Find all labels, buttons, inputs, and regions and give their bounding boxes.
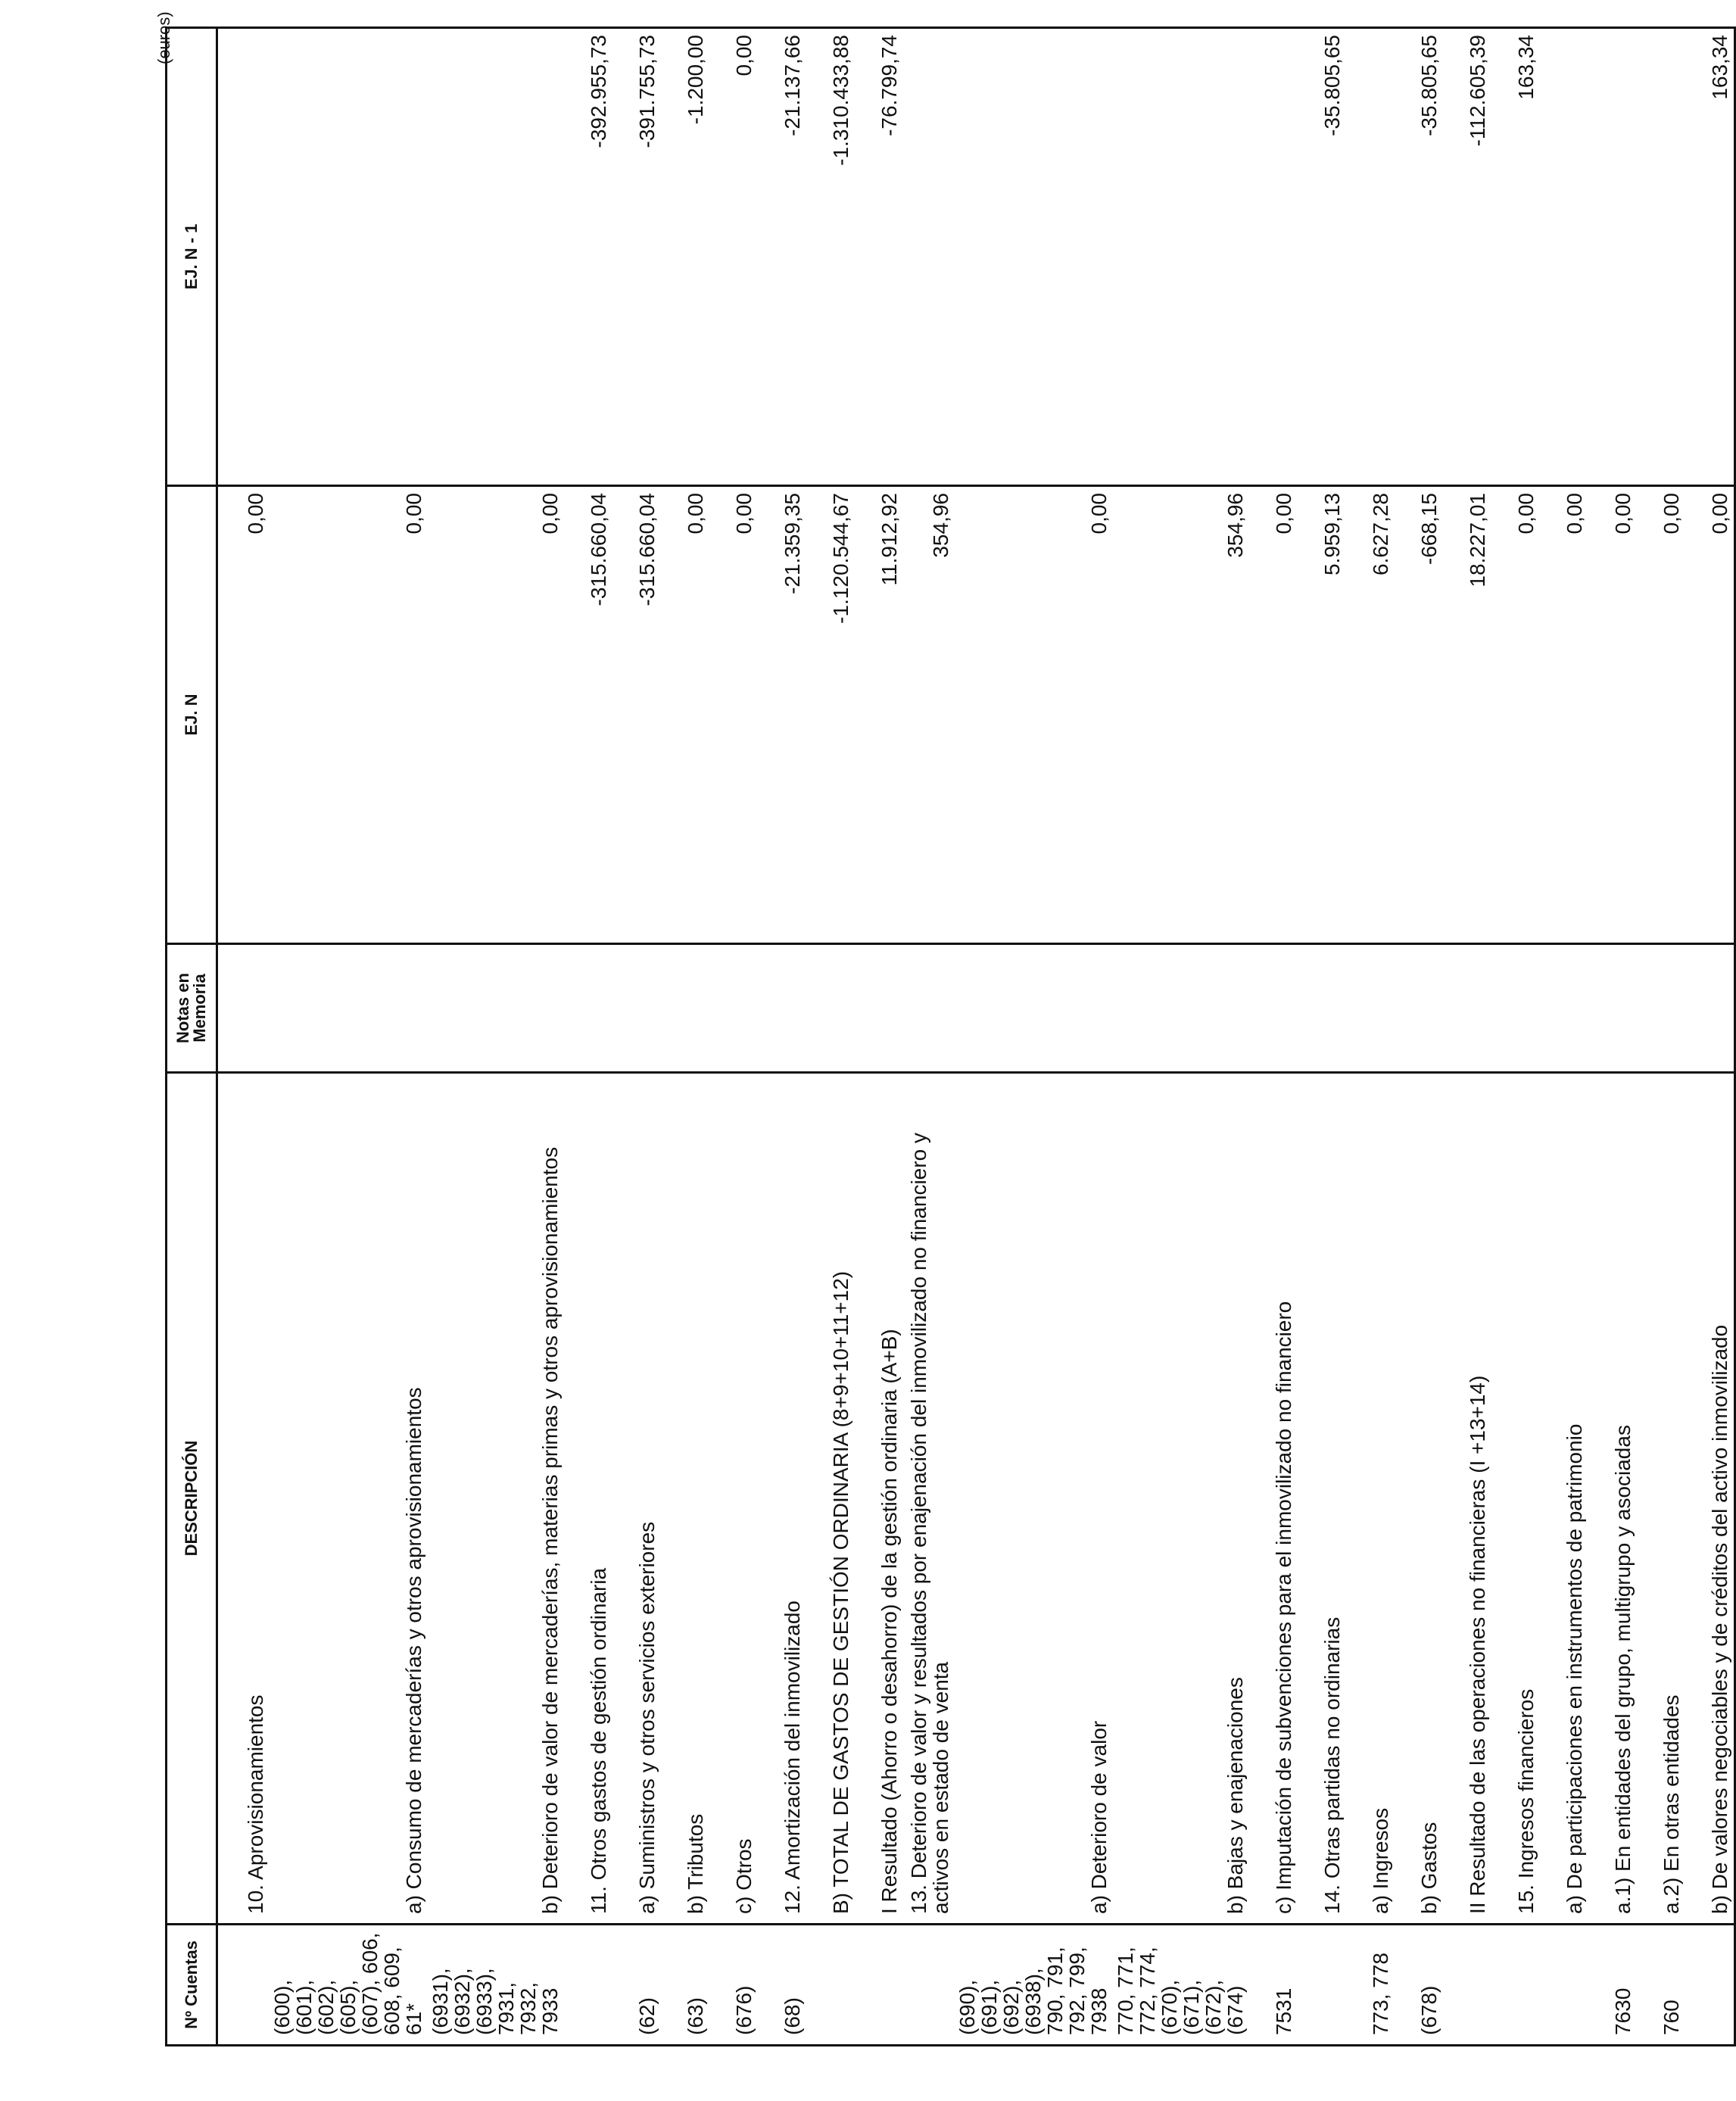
notes-cell: [903, 944, 955, 1073]
ej-n-cell: -668,15: [1395, 486, 1443, 944]
description-cell: a.1) En entidades del grupo, multigrupo y asociadas: [1588, 1073, 1637, 1925]
ej-n-cell: 0,00: [709, 486, 758, 944]
account-cell: 7531: [1249, 1925, 1298, 2046]
notes-cell: [709, 944, 758, 1073]
description-cell: b) Tributos: [661, 1073, 709, 1925]
ej-n-cell: 0,00: [1249, 486, 1298, 944]
notes-cell: [1249, 944, 1298, 1073]
description-cell: 10. Aprovisionamientos: [217, 1073, 270, 1925]
description-cell: 11. Otros gastos de gestión ordinaria: [564, 1073, 612, 1925]
ej-n-1-cell: -76.799,74: [877, 35, 901, 136]
account-cell: [903, 1925, 955, 2046]
ej-n-cell: -1.120.544,67: [806, 486, 855, 944]
notes-cell: [1685, 944, 1735, 1073]
ej-n-1-cell: 163,34: [1708, 35, 1731, 100]
ej-n-1-cell: [1346, 28, 1395, 486]
table-row: [1637, 28, 1685, 2046]
notes-cell: [1395, 944, 1443, 1073]
account-cell: [1443, 1925, 1491, 2046]
ej-n-1-cell: -112.605,39: [1466, 35, 1489, 147]
account-cell: (600), (601), (602), (605), (607), 606, 608, 609, 61*: [270, 1925, 428, 2046]
notes-cell: [1346, 944, 1395, 1073]
notes-cell: [612, 944, 661, 1073]
table-row: [1685, 28, 1735, 2046]
table-row: [758, 28, 806, 2046]
description-cell: c) Imputación de subvenciones para el inmovilizado no financiero: [1249, 1073, 1298, 1925]
income-statement-table: [165, 26, 1736, 2046]
ej-n-cell: -315.660,04: [564, 486, 612, 944]
description-cell: 15. Ingresos financieros: [1491, 1073, 1540, 1925]
ej-n-1-cell: [955, 28, 1113, 486]
table-row: [955, 28, 1113, 2046]
description-cell: b) Gastos: [1395, 1073, 1443, 1925]
ej-n-1-cell: [1113, 28, 1249, 486]
ej-n-1-cell: 163,34: [1514, 35, 1538, 100]
header-notas: Notas en Memoria: [167, 944, 217, 1073]
notes-cell: [564, 944, 612, 1073]
notes-cell: [1113, 944, 1249, 1073]
account-cell: 773, 778: [1346, 1925, 1395, 2046]
notes-cell: [955, 944, 1113, 1073]
notes-cell: [661, 944, 709, 1073]
table-row: [612, 28, 661, 2046]
ej-n-1-cell: [1637, 28, 1685, 486]
description-cell: a.2) En otras entidades: [1637, 1073, 1685, 1925]
header-descripcion: DESCRIPCIÓN: [167, 1073, 217, 1925]
notes-cell: [1637, 944, 1685, 1073]
account-cell: (62): [612, 1925, 661, 2046]
table-row: [428, 28, 564, 2046]
ej-n-1-cell: 0,00: [732, 35, 756, 76]
header-cuentas: Nº Cuentas: [167, 1925, 217, 2046]
ej-n-cell: 354,96: [903, 486, 955, 944]
ej-n-1-cell: [1249, 28, 1298, 486]
description-cell: 14. Otras partidas no ordinarias: [1298, 1073, 1346, 1925]
account-cell: [1298, 1925, 1346, 2046]
description-cell: 13. Deterioro de valor y resultados por enajenación del inmovilizado no financiero y activos en estado de venta: [903, 1073, 955, 1925]
table-row: [903, 28, 955, 2046]
ej-n-1-cell: -35.805,65: [1417, 35, 1441, 136]
ej-n-cell: 0,00: [270, 486, 428, 944]
description-cell: b) Deterioro de valor de mercaderías, materias primas y otros aprovisionamientos: [428, 1073, 564, 1925]
table-row: [1346, 28, 1395, 2046]
notes-cell: [1443, 944, 1491, 1073]
ej-n-1-cell: -1.310.433,88: [829, 35, 852, 166]
ej-n-cell: 0,00: [1685, 486, 1735, 944]
account-cell: 760: [1637, 1925, 1685, 2046]
notes-cell: [217, 944, 270, 1073]
notes-cell: [1540, 944, 1588, 1073]
table-row: [1113, 28, 1249, 2046]
table-row: [1395, 28, 1443, 2046]
description-cell: c) Otros: [709, 1073, 758, 1925]
ej-n-cell: 0,00: [217, 486, 270, 944]
ej-n-1-cell: -391.755,73: [635, 35, 659, 148]
account-cell: [564, 1925, 612, 2046]
account-cell: (63): [661, 1925, 709, 2046]
notes-cell: [1298, 944, 1346, 1073]
description-cell: b) Bajas y enajenaciones: [1113, 1073, 1249, 1925]
description-cell: a) Consumo de mercaderías y otros aprovisionamientos: [270, 1073, 428, 1925]
ej-n-1-cell: [270, 28, 428, 486]
ej-n-cell: 18.227,01: [1443, 486, 1491, 944]
ej-n-1-cell: [903, 28, 955, 486]
account-cell: (68): [758, 1925, 806, 2046]
ej-n-cell: -21.359,35: [758, 486, 806, 944]
notes-cell: [270, 944, 428, 1073]
ej-n-1-cell: -1.200,00: [684, 35, 707, 125]
account-cell: [806, 1925, 855, 2046]
ej-n-cell: 0,00: [1637, 486, 1685, 944]
table-body: [217, 28, 1735, 2046]
account-cell: [1491, 1925, 1540, 2046]
notes-cell: [806, 944, 855, 1073]
ej-n-cell: 6.627,28: [1346, 486, 1395, 944]
account-cell: [1685, 1925, 1735, 2046]
description-cell: b) De valores negociables y de créditos del activo inmovilizado: [1685, 1073, 1735, 1925]
ej-n-cell: 0,00: [428, 486, 564, 944]
account-cell: [1540, 1925, 1588, 2046]
description-cell: I Resultado (Ahorro o desahorro) de la gestión ordinaria (A+B): [855, 1073, 903, 1925]
description-cell: a) Ingresos: [1346, 1073, 1395, 1925]
ej-n-cell: 0,00: [1491, 486, 1540, 944]
notes-cell: [1491, 944, 1540, 1073]
ej-n-cell: 354,96: [1113, 486, 1249, 944]
account-cell: (6931), (6932), (6933), 7931, 7932, 7933: [428, 1925, 564, 2046]
ej-n-cell: -315.660,04: [612, 486, 661, 944]
account-cell: (690), (691), (692), (6938), 790, 791, 792, 799, 7938: [955, 1925, 1113, 2046]
table-row: [1588, 28, 1637, 2046]
ej-n-cell: 0,00: [661, 486, 709, 944]
account-cell: (676): [709, 1925, 758, 2046]
account-cell: (678): [1395, 1925, 1443, 2046]
ej-n-1-cell: -21.137,66: [781, 35, 804, 136]
ej-n-1-cell: [428, 28, 564, 486]
ej-n-1-cell: -35.805,65: [1320, 35, 1344, 136]
ej-n-cell: 5.959,13: [1298, 486, 1346, 944]
table-header: [167, 28, 217, 2046]
table-row: [709, 28, 758, 2046]
account-cell: 7630: [1588, 1925, 1637, 2046]
ej-n-1-cell: [1540, 28, 1588, 486]
table-row: [1540, 28, 1588, 2046]
notes-cell: [758, 944, 806, 1073]
notes-cell: [428, 944, 564, 1073]
ej-n-cell: 0,00: [1588, 486, 1637, 944]
table-row: [1249, 28, 1298, 2046]
table-row: [1298, 28, 1346, 2046]
description-cell: 12. Amortización del inmovilizado: [758, 1073, 806, 1925]
table-row: [1443, 28, 1491, 2046]
ej-n-cell: 11.912,92: [855, 486, 903, 944]
description-cell: a) De participaciones en instrumentos de patrimonio: [1540, 1073, 1588, 1925]
header-ej-n-1: EJ. N - 1: [167, 28, 217, 486]
units-label: (euros): [154, 11, 173, 64]
account-cell: [855, 1925, 903, 2046]
description-cell: B) TOTAL DE GASTOS DE GESTIÓN ORDINARIA (8+9+10+11+12): [806, 1073, 855, 1925]
table-row: [661, 28, 709, 2046]
description-cell: II Resultado de las operaciones no financieras (I +13+14): [1443, 1073, 1491, 1925]
table-row: [806, 28, 855, 2046]
table-row: [1491, 28, 1540, 2046]
ej-n-1-cell: [217, 28, 270, 486]
ej-n-cell: 0,00: [955, 486, 1113, 944]
table-row: [270, 28, 428, 2046]
header-ej-n: EJ. N: [167, 486, 217, 944]
description-cell: a) Suministros y otros servicios exteriores: [612, 1073, 661, 1925]
notes-cell: [1588, 944, 1637, 1073]
ej-n-cell: 0,00: [1540, 486, 1588, 944]
ej-n-1-cell: -392.955,73: [587, 35, 610, 148]
description-cell: a) Deterioro de valor: [955, 1073, 1113, 1925]
ej-n-1-cell: [1588, 28, 1637, 486]
table-row: [217, 28, 270, 2046]
table-row: [564, 28, 612, 2046]
account-cell: [217, 1925, 270, 2046]
notes-cell: [855, 944, 903, 1073]
account-cell: 770, 771, 772, 774, (670), (671), (672), (674): [1113, 1925, 1249, 2046]
table-row: [855, 28, 903, 2046]
